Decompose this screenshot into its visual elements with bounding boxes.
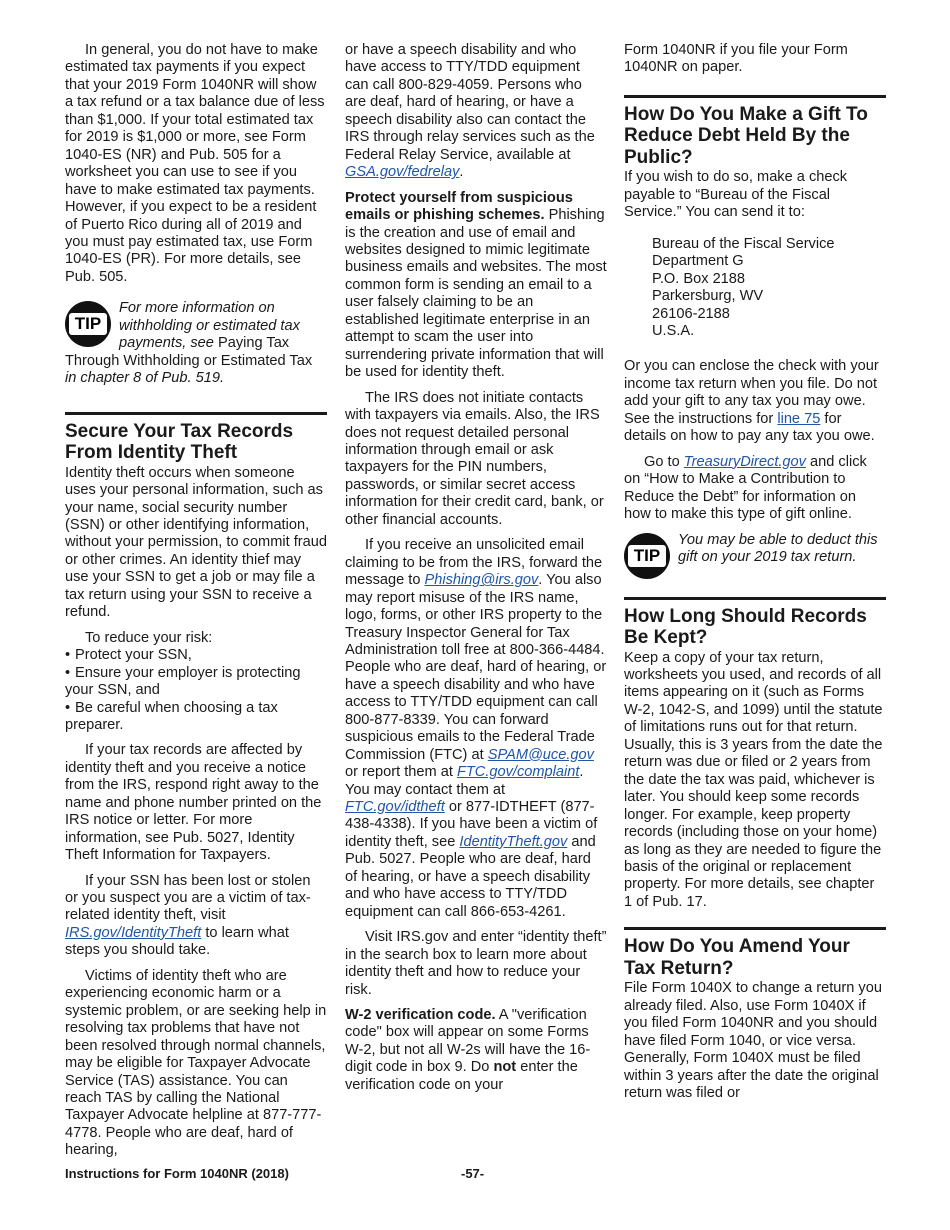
address-line: Parkersburg, WV bbox=[652, 288, 764, 305]
records-paragraph: Keep a copy of your tax return, worksheets you used, and records of all items appearing on it (such as Forms W-2, 1042-S, and 1099) until the statute of limitations runs out for that return. Usually, this is 3 years from the date the return was due or filed or 2 years from the date the tax was paid, whichever is later. You should keep some records longer. For example, keep property records (including those on your home) as long as they are needed to figure the basis of the original or replacement property. For more details, see chapter 1 of Pub. 17. bbox=[624, 649, 883, 910]
address-line: 26106-2188 bbox=[652, 305, 730, 322]
treasurydirect-link[interactable]: TreasuryDirect.gov bbox=[683, 453, 806, 470]
address-line: Department G bbox=[652, 253, 744, 270]
section-heading: How Do You Amend Your Tax Return? bbox=[624, 936, 850, 979]
paper-filing-paragraph: Form 1040NR if you file your Form 1040NR on paper. bbox=[624, 42, 848, 76]
section-amend bbox=[624, 927, 886, 1102]
no-email-contact-paragraph: The IRS does not initiate contacts with taxpayers via emails. Also, the IRS does not request detailed personal information through email or ask taxpayers for the PIN numbers, passwords, or similar secret access information for their credit card, bank, or other financial accounts. bbox=[345, 389, 604, 528]
ftc-complaint-link[interactable]: FTC.gov/complaint bbox=[456, 764, 580, 781]
treasury-direct-paragraph: Go to TreasuryDirect.gov and click on “How to Make a Contribution to Reduce the Debt” for information on how to make this type of gift online. bbox=[624, 453, 867, 523]
list-item: • Protect your SSN, bbox=[65, 647, 327, 664]
w2-verification-paragraph: W-2 verification code. A "verification code" box will appear on some Forms W-2, but not all W-2s will have the 16-digit code in box 9. Do not enter the verification code on your bbox=[345, 1007, 591, 1093]
tip-text: You may be able to deduct this gift on your 2019 tax return. bbox=[678, 531, 878, 566]
gsa-fedrelay-link[interactable]: GSA.gov/fedrelay bbox=[345, 164, 460, 181]
notice-paragraph: If your tax records are affected by identity theft and you receive a notice from the IRS, respond right away to the name and phone number printed on the IRS notice or letter. For more information, see Pub. 5027, Identity Theft Information for Taxpayers. bbox=[65, 742, 322, 864]
tip-deduct-gift bbox=[624, 532, 886, 581]
estimated-tax-paragraph: In general, you do not have to make estimated tax payments if you expect that your 2019 Form 1040NR will show a tax refund or a tax balance due of less than $1,000. If your total estimated tax for 2019 is $1,000 or more, see Form 1040-ES (NR) and Pub. 505 for a worksheet you can use to see if you have to make estimated tax payments. However, if you expect to be a resident of Puerto Rico during all of 2019 and you must pay estimated tax, use Form 1040-ES (PR). For more details, see Pub. 505. bbox=[65, 42, 325, 285]
amend-paragraph: File Form 1040X to change a return you already filed. Also, use Form 1040X if you filed Form 1040NR and you should have filed Form 1040, or vice versa. Generally, Form 1040X must be filed within 3 years after the date the original return was filed or bbox=[624, 980, 882, 1102]
tip-text-b: Paying Tax Through Withholding or Estimated Tax bbox=[65, 335, 313, 369]
tip-text-a: For more information on withholding or estimated tax payments, see bbox=[119, 300, 300, 352]
section-heading: Secure Your Tax Records From Identity Theft bbox=[65, 420, 294, 464]
section-identity-theft bbox=[65, 412, 327, 1160]
irs-identitytheft-link[interactable]: IRS.gov/IdentityTheft bbox=[65, 924, 202, 941]
tip-withholding bbox=[65, 300, 327, 387]
lost-ssn-paragraph: If your SSN has been lost or stolen or you suspect you are a victim of tax-related identity theft, visit IRS.gov/IdentityTheft to learn what steps you should take. bbox=[65, 872, 311, 959]
enclose-check-paragraph: Or you can enclose the check with your income tax return when you file. Do not add your gift to any tax you may owe. See the instructions for line 75 for details on how to pay any tax you owe. bbox=[624, 358, 879, 445]
section-heading: How Long Should Records Be Kept? bbox=[624, 605, 867, 649]
tip-icon: TIP bbox=[624, 533, 670, 579]
ftc-idtheft-link[interactable]: FTC.gov/idtheft bbox=[345, 799, 445, 816]
identitytheft-gov-link[interactable]: IdentityTheft.gov bbox=[459, 833, 568, 850]
column-2 bbox=[345, 42, 607, 1102]
reduce-risk-paragraph: To reduce your risk: bbox=[85, 629, 213, 646]
column-3 bbox=[624, 42, 886, 1111]
gift-paragraph: If you wish to do so, make a check payable to “Bureau of the Fiscal Service.” You can send it to: bbox=[624, 169, 848, 221]
relay-paragraph: or have a speech disability and who have access to TTY/TDD equipment can call 800-829-4059. Persons who are deaf, hard of hearing, or have a speech disability also can contact the IRS through relay services such as the Federal Relay Service, available at GSA.gov/fedrelay. bbox=[345, 42, 595, 181]
tas-paragraph: Victims of identity theft who are experiencing economic harm or a systemic problem, or are seeking help in resolving tax problems that have not been resolved through normal channels, may be eligible for Taxpayer Advocate Service (TAS) assistance. You can reach TAS by calling the National Taxpayer Advocate helpline at 877-777-4778. People who are deaf, hard of hearing, bbox=[65, 967, 327, 1159]
mailing-address bbox=[652, 236, 886, 341]
page-number: -57- bbox=[461, 1166, 485, 1181]
footer-form-title: Instructions for Form 1040NR (2018) bbox=[65, 1166, 289, 1181]
identity-theft-paragraph: Identity theft occurs when someone uses your personal information, such as your name, social security number (SSN) or other identifying information, without your permission, to commit fraud or other crimes. An identity thief may use your SSN to get a job or may file a tax return using your SSN to receive a refund. bbox=[65, 464, 327, 621]
report-paragraph: If you receive an unsolicited email claiming to be from the IRS, forward the message to Phishing@irs.gov. You also may report misuse of the IRS name, logo, forms, or other IRS property to the Treasury Inspector General for Tax Administration toll free at 800-366-4484. People who are deaf, hard of hearing, or have a speech disability and who have access to TTY/TDD equipment can call 800-877-8339. You can forward suspicious emails to the Federal Trade Commission (FTC) at SPAM@uce.gov or report them at FTC.gov/complaint. You may contact them at FTC.gov/idtheft or 877-IDTHEFT (877-438-4338). If you have been a victim of identity theft, see IdentityTheft.gov and Pub. 5027. People who are deaf, hard of hearing, or have a speech disability and who have access to TTY/TDD equipment can call 866-653-4261. bbox=[345, 537, 607, 920]
section-heading: How Do You Make a Gift To Reduce Debt Held By the Public? bbox=[624, 103, 868, 168]
phishing-title: Protect yourself from suspicious emails or phishing schemes. bbox=[345, 189, 573, 224]
phishing-email-link[interactable]: Phishing@irs.gov bbox=[424, 572, 539, 589]
tip-text-c: in chapter 8 of Pub. 519. bbox=[65, 370, 225, 387]
column-1 bbox=[65, 42, 327, 1168]
section-records bbox=[624, 597, 886, 912]
list-item: • Ensure your employer is protecting your SSN, and bbox=[65, 665, 327, 700]
section-gift bbox=[624, 95, 886, 581]
line-75-link[interactable]: line 75 bbox=[777, 410, 821, 427]
list-item: • Be careful when choosing a tax preparer. bbox=[65, 700, 327, 735]
address-line: Bureau of the Fiscal Service bbox=[652, 235, 835, 252]
spam-email-link[interactable]: SPAM@uce.gov bbox=[487, 746, 594, 763]
address-line: P.O. Box 2188 bbox=[652, 270, 746, 287]
risk-bullet-list bbox=[65, 647, 327, 734]
phishing-paragraph: Protect yourself from suspicious emails or phishing schemes. Phishing is the creation and use of email and websites designed to mimic legitimate business emails and websites. The most common form is sending an email to a user falsely claiming to be an established legitimate enterprise in an attempt to scam the user into surrendering private information that will be used for identity theft. bbox=[345, 189, 607, 381]
w2-title: W-2 verification code. bbox=[345, 1007, 496, 1024]
tip-icon: TIP bbox=[65, 301, 111, 347]
visit-irs-paragraph: Visit IRS.gov and enter “identity theft” in the search box to learn more about identity theft and how to reduce your risk. bbox=[345, 929, 607, 998]
address-line: U.S.A. bbox=[652, 323, 695, 340]
